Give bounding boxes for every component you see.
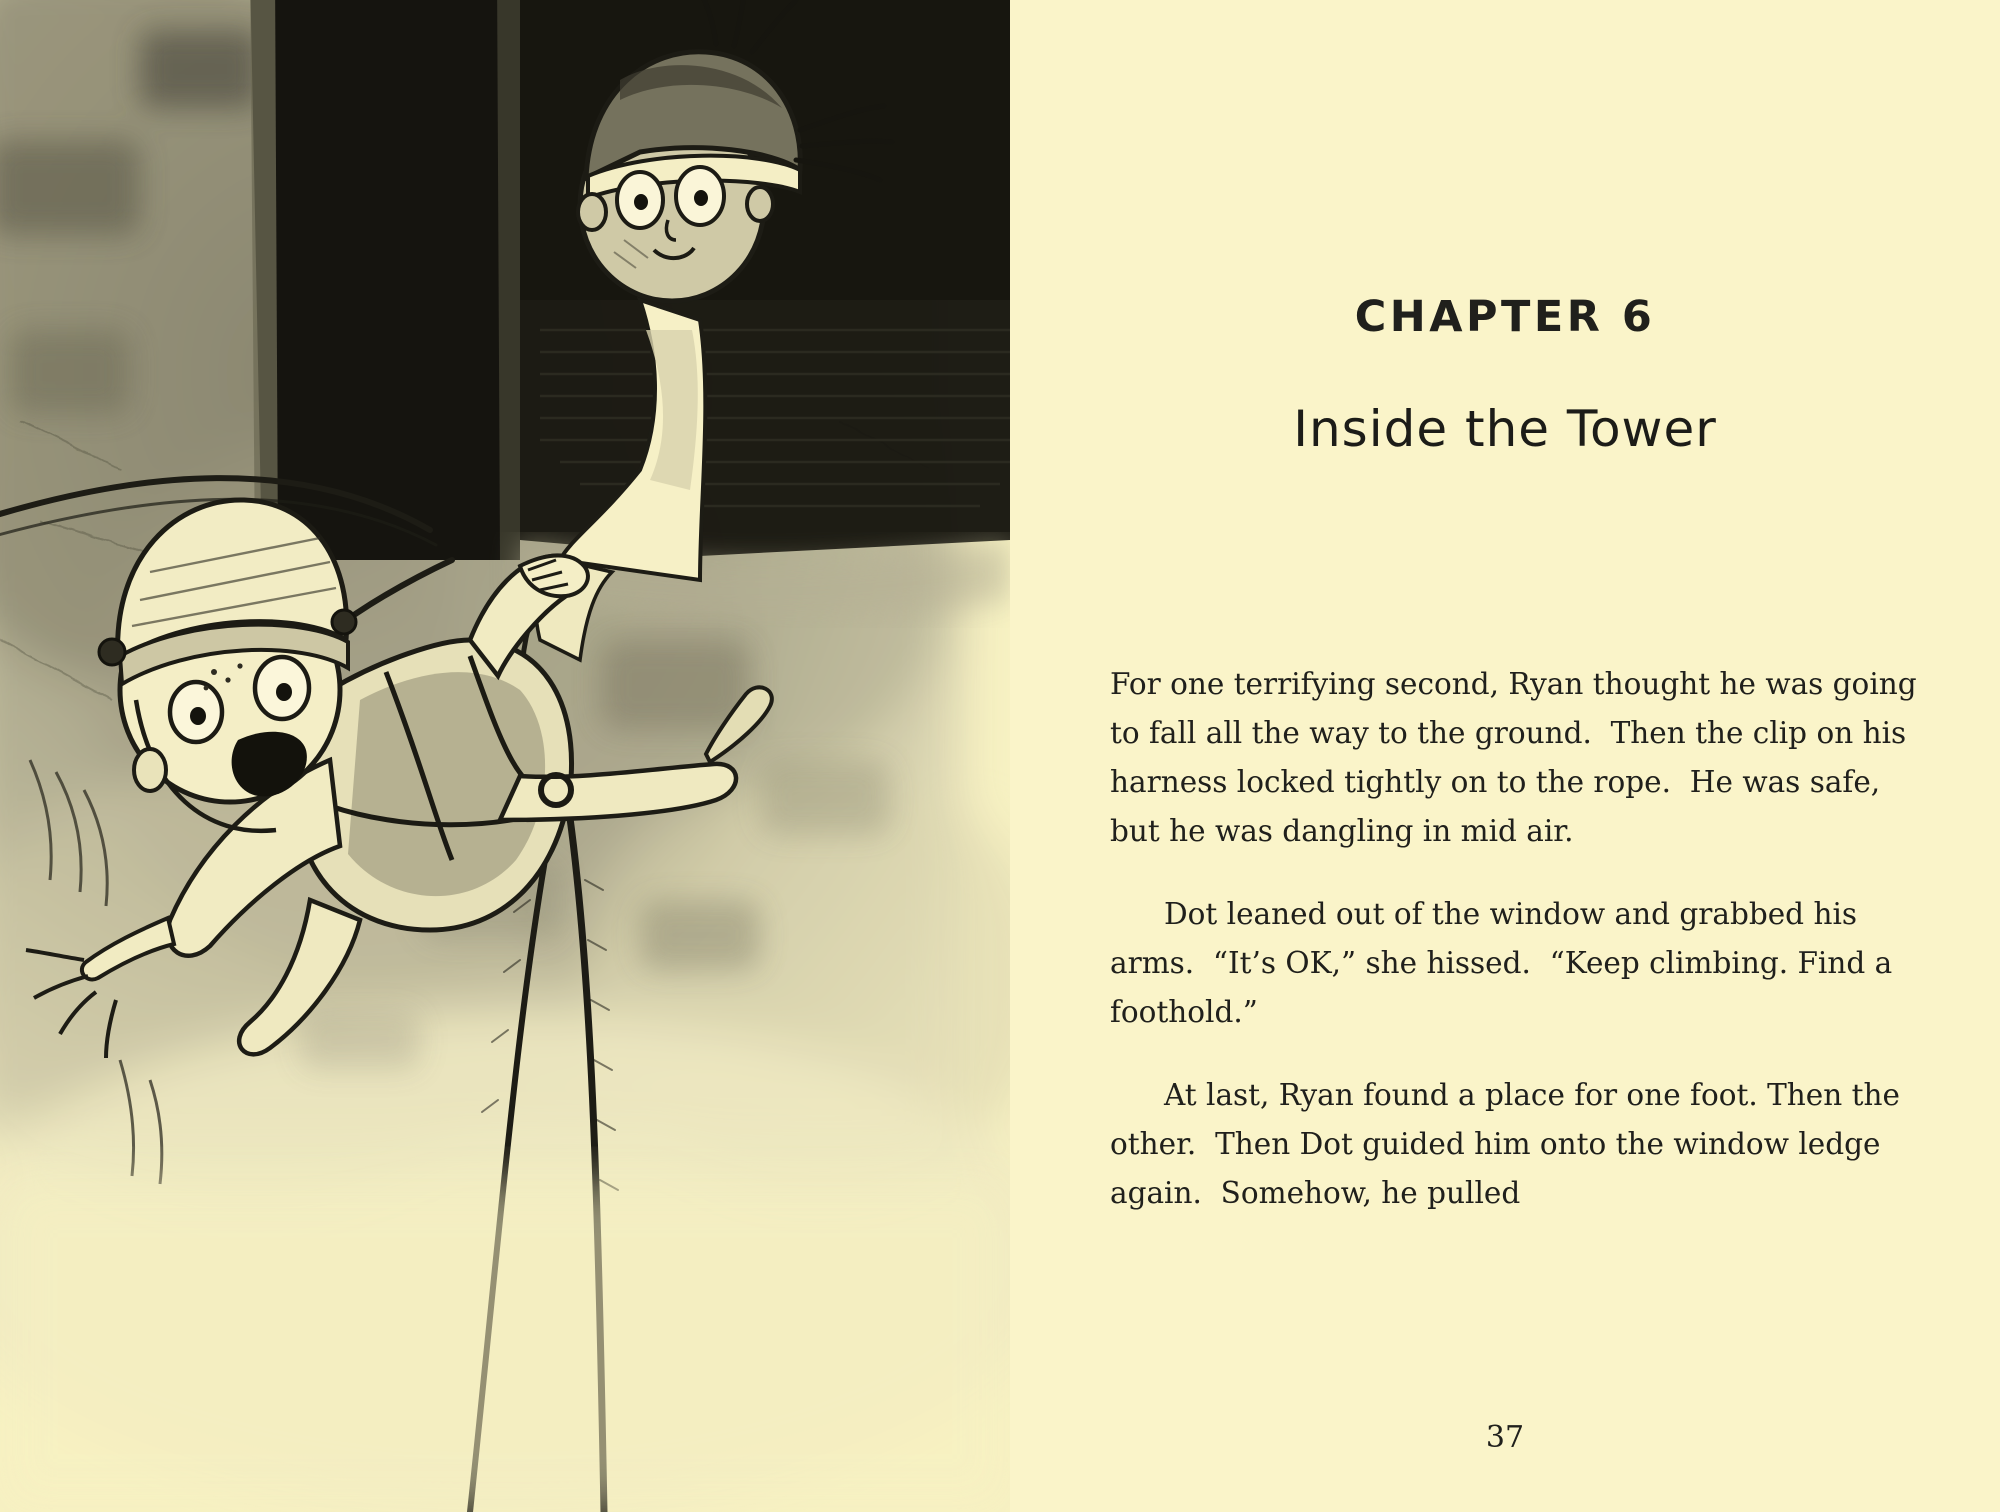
paragraph-3: At last, Ryan found a place for one foot. Then the other. Then Dot guided him onto the window ledge again. Somehow, he pulled <box>1110 1078 1910 1210</box>
page-title: Inside the Tower <box>1293 400 1717 458</box>
text-column <box>1010 0 2000 1512</box>
body-text <box>1110 660 1927 1252</box>
paragraph-1: For one terrifying second, Ryan thought he was going to fall all the way to the ground. Then the clip on his harness locked tightly on to the rope. He was safe, but he was dangling in mid air. <box>1110 667 1927 848</box>
page-number: 37 <box>1485 1420 1525 1455</box>
chapter-number: CHAPTER 6 <box>1354 292 1656 342</box>
paragraph-2: Dot leaned out of the window and grabbed his arms. “It’s OK,” she hissed. “Keep climbing. Find a foothold.” <box>1110 897 1902 1029</box>
